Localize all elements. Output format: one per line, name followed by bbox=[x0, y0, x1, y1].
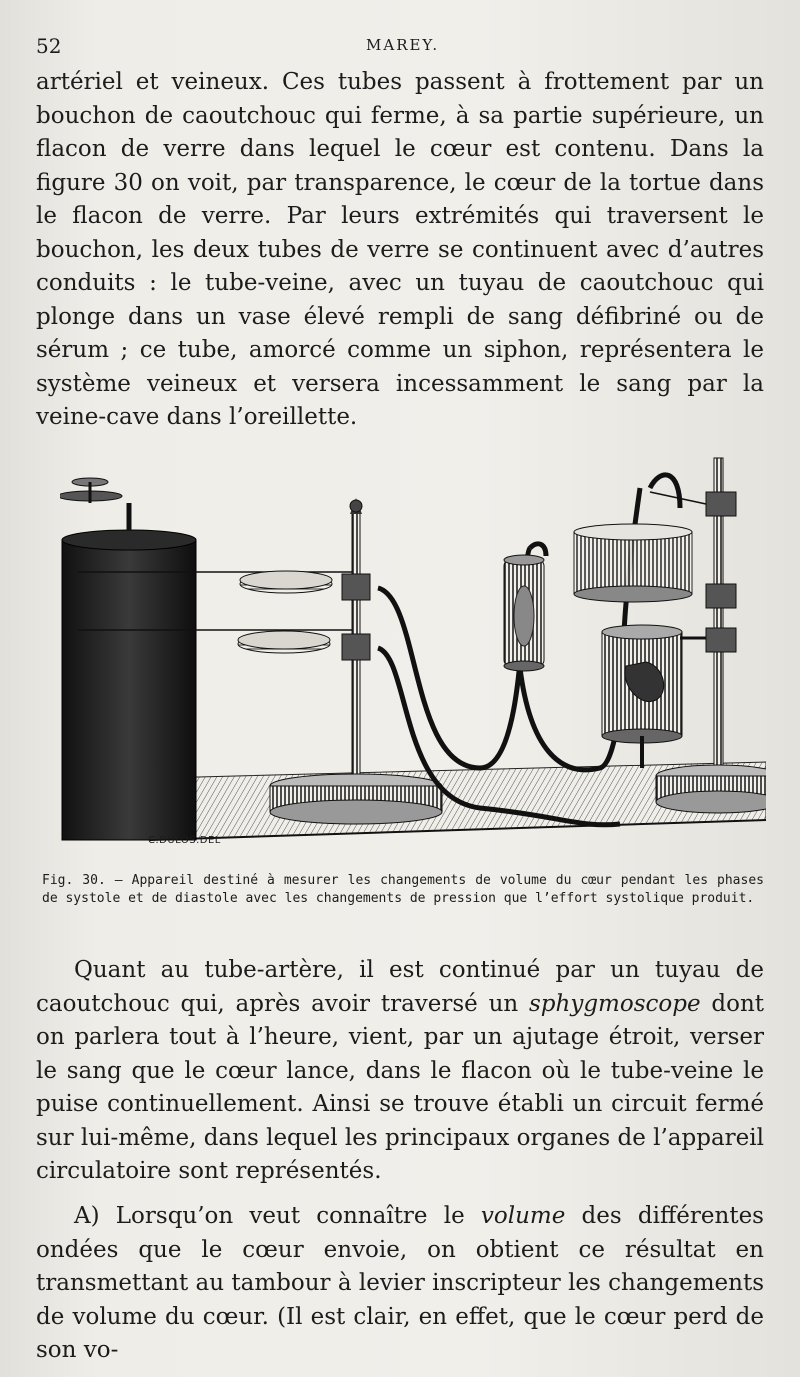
paragraph-3-part-1: A) Lorsqu’on veut connaître le bbox=[74, 1203, 481, 1229]
paragraph-3-part-2: des différentes ondées que le cœur envoie, on obtient ce résultat en transmettant au tambour à levier inscripteur les changements de volume du cœur. (Il est clair, en effet, que le cœur perd de son vo- bbox=[36, 1203, 764, 1363]
recording-drum bbox=[60, 478, 196, 840]
caption-text: — Appareil destiné à mesurer les changements de volume du cœur pendant les phases de systole et de diastole avec les changements de pression que l’effort systolique produit. bbox=[42, 873, 764, 906]
paragraph-1-text: artériel et veineux. Ces tubes passent à frottement par un bouchon de caoutchouc qui ferme, à sa partie supérieure, un flacon de verre dans lequel le cœur est contenu. Dans la figure 30 on voit, par transparence, le cœur de la tortue dans le flacon de verre. Par leurs extrémités qui traversent le bouchon, les deux tubes de verre se continuent avec d’autres conduits : le tube-veine, avec un tuyau de caoutchouc qui plonge dans un vase élevé rempli de sang défibriné ou de sérum ; ce tube, amorcé comme un siphon, représentera le système veineux et versera incessamment le sang par la veine-cave dans l’oreillette. bbox=[36, 69, 764, 430]
paragraph-2-text bbox=[36, 954, 764, 1189]
term-sphygmoscope: sphygmoscope bbox=[529, 990, 701, 1017]
figure-caption bbox=[42, 872, 764, 908]
page-number: 52 bbox=[36, 34, 62, 58]
reservoir-vase bbox=[574, 524, 692, 602]
paragraph-3 bbox=[36, 1200, 764, 1368]
running-head bbox=[36, 30, 764, 60]
caption-label: Fig. 30. bbox=[42, 873, 106, 888]
figure-30-illustration bbox=[60, 448, 766, 846]
paragraph-3-text bbox=[36, 1200, 764, 1368]
sphygmoscope bbox=[504, 555, 544, 671]
paragraph-2-part-2: dont on parlera tout à l’heure, vient, par un ajutage étroit, verser le sang que le cœur lance, dans le flacon où le tube-veine le puise continuellement. Ainsi se trouve établi un circuit fermé sur lui-même, dans lequel les principaux organes de l’appareil circulatoire sont représentés. bbox=[36, 990, 765, 1184]
paragraph-2 bbox=[36, 954, 764, 1189]
running-title: MAREY. bbox=[366, 36, 440, 54]
tambours bbox=[238, 571, 332, 653]
paragraph-1 bbox=[36, 66, 764, 435]
engraver-signature: C.DULOS.DEL bbox=[148, 835, 221, 846]
apparatus-engraving bbox=[60, 448, 766, 846]
paragraph-2-part-1: Quant au tube-artère, il est continué par un tuyau de caoutchouc qui, après avoir traversé un bbox=[36, 957, 764, 1017]
term-volume: volume bbox=[480, 1203, 566, 1229]
